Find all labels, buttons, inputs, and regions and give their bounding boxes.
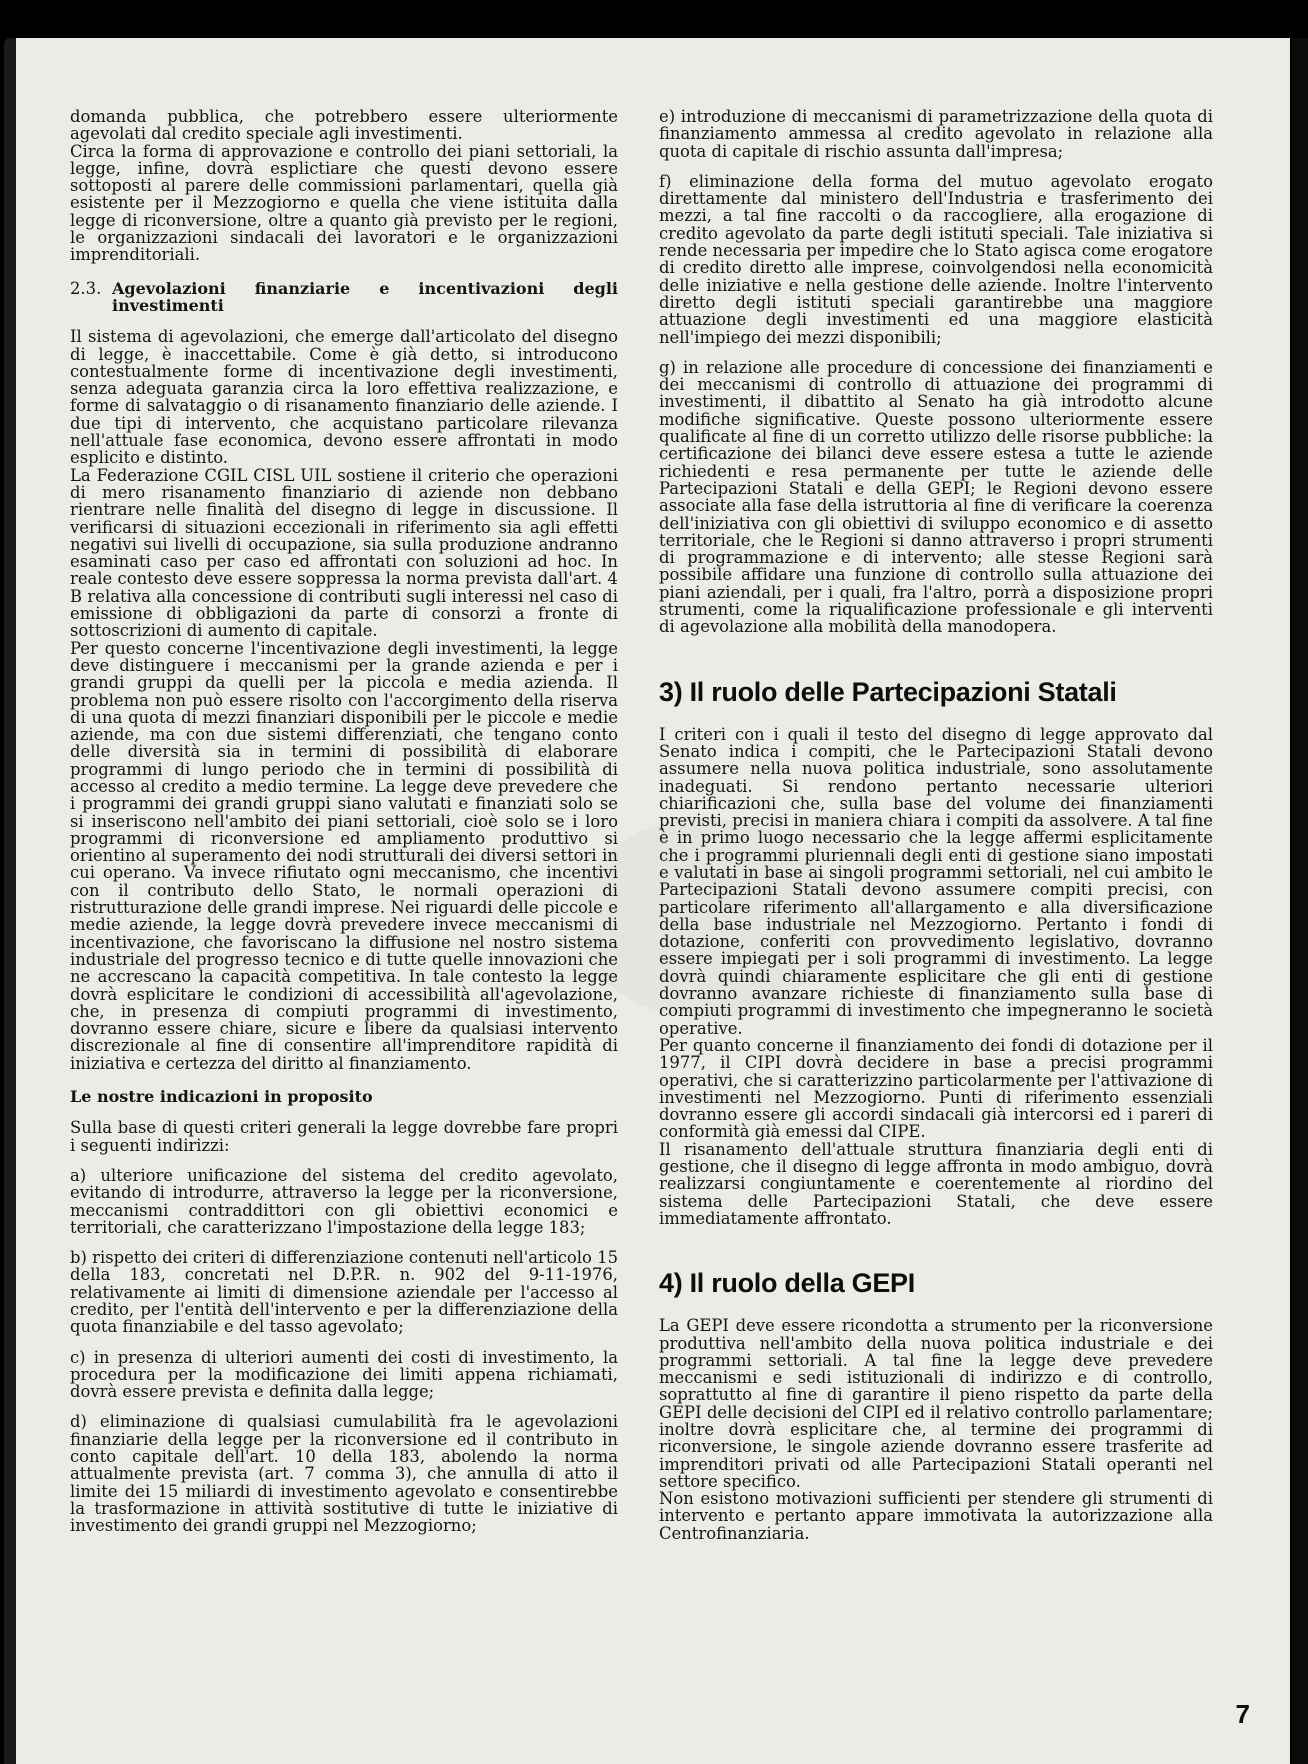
paragraph: Per questo concerne l'incentivazione degli investimenti, la legge deve distinguere i meccanismi per la grande azienda e per i grandi gruppi da quelli per la piccola e media azienda. Il problema non può essere risolto con l'accorgimento della riserva di una quota di mezzi finanziari disponibili per le piccole e medie aziende, ma con due sistemi differenziati, che tengano conto delle diversità sia in termini di possibilità di elaborare programmi di lungo periodo che in termini di possibilità di accesso al credito a medio termine. La legge deve prevedere che i programmi dei grandi gruppi siano valutati e finanziati solo se si inseriscono nell'ambito dei piani settoriali, cioè solo se i loro programmi di riconversione ed ampliamento produttivo si orientino al superamento dei nodi strutturali dei diversi settori in cui operano. Va invece rifiutato ogni meccanismo, che incentivi con il contributo dello Stato, le normali operazioni di ristrutturazione delle grandi imprese. Nei riguardi delle piccole e medie aziende, la legge dovrà prevedere invece meccanismi di incentivazione, che favoriscano la diffusione nel nostro sistema industriale del progresso tecnico e di tutte quelle innovazioni che ne accrescano la capacità competitiva. In tale contesto la legge dovrà esplicitare le condizioni di accessibilità all'agevolazione, che, in presenza di compiuti programmi di investimento, dovranno essere chiare, sicure e libere da qualsiasi intervento discrezionale al fine di consentire all'imprenditore rapidità di iniziativa e certezza del diritto al finanziamento. xyxy=(70,638,618,1073)
paragraph: domanda pubblica, che potrebbero essere ulteriormente agevolati dal credito speciale agli investimenti. xyxy=(70,107,618,144)
paragraph: Per quanto concerne il finanziamento dei fondi di dotazione per il 1977, il CIPI dovrà decidere in base a precisi programmi operativi, che si caratterizzino particolarmente per l'attivazione di investimenti nel Mezzogiorno. Punti di riferimento essenziali dovranno essere gli accordi sindacali già intercorsi ed i pareri di conformità già emessi dal CIPE. xyxy=(659,1035,1213,1142)
paragraph: I criteri con i quali il testo del disegno di legge approvato dal Senato indica i compiti, che le Partecipazioni Statali devono assumere nella nuova politica industriale, sono assolutamente inadeguati. Si rendono pertanto necessarie ulteriori chiarificazioni che, sulla base del volume dei finanziamenti previsti, precisi in maniera chiara i compiti da assolvere. A tal fine è in primo luogo necessario che la legge affermi esplicitamente che i programmi pluriennali degli enti di gestione siano impostati e valutati in base ai singoli programmi settoriali, nel cui ambito le Partecipazioni Statali devono assumere compiti precisi, con particolare riferimento all'allargamento e alla diversificazione della base industriale nel Mezzogiorno. Pertanto i fondi di dotazione, conferiti con provvedimento legislativo, dovranno essere impiegati per i soli programmi di investimento. La legge dovrà quindi chiaramente esplicitare che gli enti di gestione dovranno avanzare richieste di finanziamento sulla base di compiuti programmi di investimento che impegneranno le società operative. xyxy=(659,724,1213,1038)
left-column xyxy=(70,108,618,1535)
paragraph: Il sistema di agevolazioni, che emerge dall'articolato del disegno di legge, è inaccettabile. Come è già detto, si introducono contestualmente forme di incentivazione degli investimenti, senza adeguata garanzia circa la loro effettiva realizzazione, e forme di salvataggio o di risanamento finanziario delle aziende. I due tipi di intervento, che acquistano particolare rilevanza nell'attuale fase economica, devono essere affrontati in modo esplicito e distinto. xyxy=(70,327,618,468)
paragraph: Sulla base di questi criteri generali la legge dovrebbe fare propri i seguenti indirizzi: xyxy=(70,1118,618,1155)
paragraph: Circa la forma di approvazione e controllo dei piani settoriali, la legge, infine, dovrà esplictiare che questi devono essere sottoposti al parere delle commissioni parlamentari, quella già esistente per il Mezzogiorno e quella che viene istituita dalla legge di riconversione, oltre a quanto già previsto per le regioni, le organizzazioni sindacali dei lavoratori e le organizzazioni imprenditoriali. xyxy=(70,141,618,265)
list-item: c) in presenza di ulteriori aumenti dei costi di investimento, la procedura per la modificazione dei limiti appena richiamati, dovrà essere prevista e definita dalla legge; xyxy=(70,1347,618,1402)
paragraph: La GEPI deve essere ricondotta a strumento per la riconversione produttiva nell'ambito della nuova politica industriale e dei programmi settoriali. A tal fine la legge deve prevedere meccanismi e sedi istituzionali di indirizzo e di controllo, soprattutto al fine di garantire il pieno rispetto da parte della GEPI delle decisioni del CIPI ed il relativo controllo parlamentare; inoltre dovrà esplicitare che, al termine dei programmi di riconversione, le singole aziende dovranno essere trasferite ad imprenditori privati od alle Partecipazioni Statali operanti nel settore specifico. xyxy=(659,1316,1213,1491)
list-item: a) ulteriore unificazione del sistema del credito agevolato, evitando di introdurre, attraverso la legge per la riconversione, meccanismi contraddittori con gli obiettivi economici e territoriali, che caratterizzano l'impostazione della legge 183; xyxy=(70,1165,618,1237)
section-heading-4: 4) Il ruolo della GEPI xyxy=(659,1268,915,1299)
paragraph: La Federazione CGIL CISL UIL sostiene il criterio che operazioni di mero risanamento finanziario di aziende non debbano rientrare nelle finalità del disegno di legge in discussione. Il verificarsi di situazioni eccezionali in riferimento sia agli effetti negativi sui livelli di occupazione, sia sulla produzione andranno esaminati caso per caso ed affrontati con soluzioni ad hoc. In reale contesto deve essere soppressa la norma prevista dall'art. 4 B relativa alla concessione di contributi sugli interessi nel caso di emissione di obbligazioni da parte di consorzi a fronte di sottoscrizioni di aumento di capitale. xyxy=(70,465,618,641)
list-item: b) rispetto dei criteri di differenziazione contenuti nell'articolo 15 della 183, concretati nel D.P.R. n. 902 del 9-11-1976, relativamente ai limiti di dimensione aziendale per l'accesso al credito, per l'entità dell'intervento e per la differenziazione della quota finanziabile e del tasso agevolato; xyxy=(70,1248,618,1337)
section-number: 2.3. xyxy=(70,278,102,298)
subheading: Le nostre indicazioni in proposito xyxy=(70,1087,373,1107)
right-column xyxy=(659,108,1213,1542)
document-page xyxy=(4,38,1290,1764)
scan-border-right xyxy=(1292,38,1308,1764)
section-heading-2-3 xyxy=(70,280,618,315)
list-item: g) in relazione alle procedure di concessione dei finanziamenti e dei meccanismi di controllo di attuazione dei programmi di investimenti, il dibattito al Senato ha già introdotto alcune modifiche significative. Queste possono ulteriormente essere qualificate al fine di un corretto utilizzo delle risorse pubbliche: la certificazione dei bilanci deve essere estesa a tutte le aziende richiedenti e resa permanente per tutte le aziende delle Partecipazioni Statali e della GEPI; le Regioni devono essere associate alla fase della istruttoria al fine di verificare la coerenza dell'iniziativa con gli obiettivi di sviluppo economico e di assetto territoriale, che le Regioni si danno attraverso i propri strumenti di programmazione e di intervento; alle stesse Regioni sarà possibile affidare una funzione di controllo sulla attuazione dei piani aziendali, per i quali, fra l'altro, porrà a disposizione propri strumenti, come la riqualificazione professionale e gli interventi di agevolazione alla mobilità della manodopera. xyxy=(659,357,1213,637)
list-item: f) eliminazione della forma del mutuo agevolato erogato direttamente dal ministero dell'Industria e trasferimento dei mezzi, a tal fine raccolti o da raccogliere, alla erogazione di credito agevolato da parte degli istituti speciali. Tale iniziativa si rende necessaria per impedire che lo Stato agisca come erogatore di credito diretto alle imprese, coinvolgendosi nella economicità delle iniziative e nella gestione delle aziende. Inoltre l'intervento diretto degli istituti speciali garantirebbe una maggiore attuazione degli investimenti ed una maggiore elasticità nell'impiego dei mezzi disponibili; xyxy=(659,171,1213,347)
list-item: e) introduzione di meccanismi di parametrizzazione della quota di finanziamento ammessa al credito agevolato in relazione alla quota di capitale di rischio assunta dall'impresa; xyxy=(659,107,1213,161)
list-item: d) eliminazione di qualsiasi cumulabilità fra le agevolazioni finanziarie della legge per la riconversione ed il contributo in conto capitale dell'art. 10 della 183, abolendo la norma attualmente prevista (art. 7 comma 3), che annulla di atto il limite dei 15 miliardi di investimento agevolato e consentirebbe la trasformazione in attività sostitutive di tutte le iniziative di investimento dei grandi gruppi nel Mezzogiorno; xyxy=(70,1412,618,1536)
section-heading-3: 3) Il ruolo delle Partecipazioni Statali xyxy=(659,676,1117,707)
paragraph: Non esistono motivazioni sufficienti per stendere gli strumenti di intervento e pertanto appare immotivata la autorizzazione alla Centrofinanziaria. xyxy=(659,1489,1213,1543)
paragraph: Il risanamento dell'attuale struttura finanziaria degli enti di gestione, che il disegno di legge affronta in modo ambiguo, dovrà realizzarsi congiuntamente e coerentemente al riordino del sistema delle Partecipazioni Statali, che deve essere immediatamente affrontato. xyxy=(659,1139,1213,1228)
scan-border-top xyxy=(0,0,1308,38)
section-title: Agevolazioni finanziarie e incentivazioni degli investimenti xyxy=(112,278,618,315)
page-number: 7 xyxy=(1235,1699,1250,1729)
